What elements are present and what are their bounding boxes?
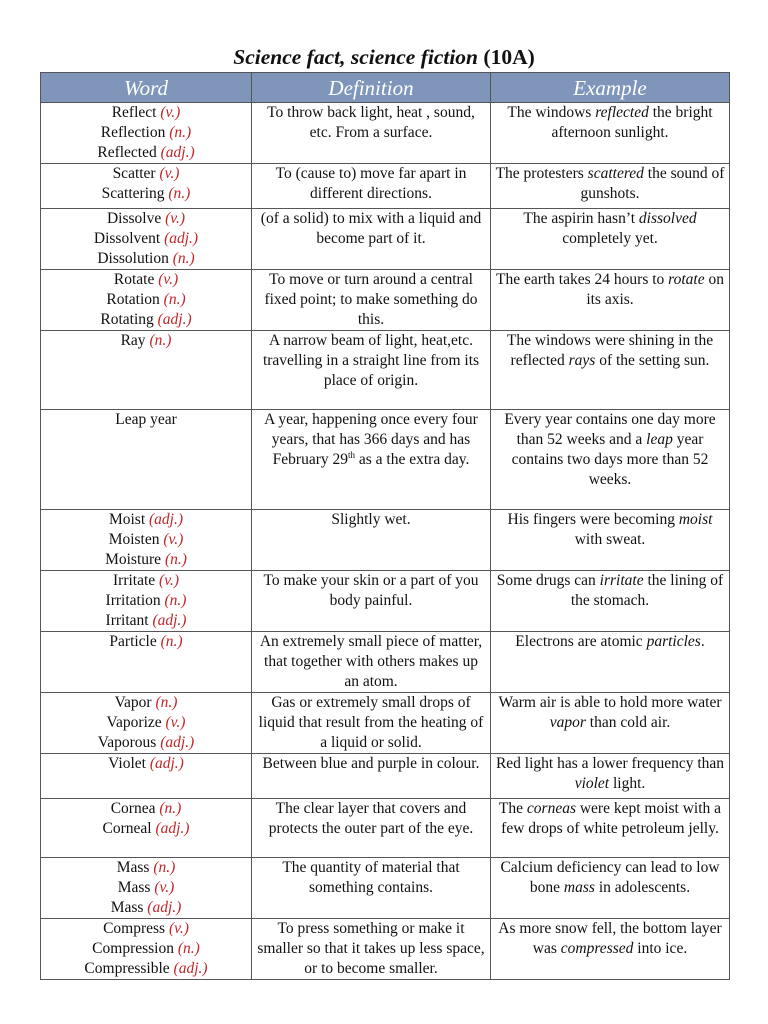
word-cell [41,857,252,918]
part-of-speech: (adj.) [149,754,184,772]
example-text: His fingers were becoming [507,511,679,528]
word-entry [44,310,248,330]
definition-text: To make your skin or a part of you body painful. [263,572,479,609]
word-entry [44,209,248,229]
example-text: The windows [507,104,596,121]
part-of-speech: (v.) [160,104,181,121]
table-row [41,410,730,510]
part-of-speech: (n.) [155,693,178,711]
word-cell [41,798,252,857]
word-entry [44,733,248,753]
definition-cell [252,270,491,331]
example-keyword: compressed [560,939,634,957]
word-cell [41,270,252,331]
word-entry [44,123,248,143]
word-text: Moisten [108,530,160,548]
example-cell [491,331,730,410]
example-keyword: particles [646,633,701,650]
example-cell [491,753,730,798]
word-text: Mass [117,878,151,896]
word-cell [41,571,252,632]
page-title [0,44,768,70]
example-cell [491,164,730,209]
part-of-speech: (v.) [165,210,186,227]
example-keyword: vapor [549,713,586,731]
part-of-speech: (n.) [164,591,187,609]
word-text: Vaporize [106,713,162,731]
word-cell [41,692,252,753]
part-of-speech: (v.) [159,572,179,589]
table-row [41,798,730,857]
example-keyword: dissolved [638,210,697,227]
definition-text: Slightly wet. [331,511,411,528]
definition-text: Between blue and purple in colour. [262,754,480,772]
word-text: Leap year [115,411,177,428]
part-of-speech: (v.) [168,919,189,937]
example-text: Electrons are atomic [515,633,647,650]
example-text: the lining of the stomach. [570,572,724,609]
word-entry [44,550,248,570]
word-text: Compressible [84,959,170,977]
example-keyword: moist [678,511,713,528]
table-row [41,571,730,632]
definition-text: The clear layer that covers and protects the outer part of the eye. [268,799,474,837]
word-cell [41,164,252,209]
part-of-speech: (v.) [163,530,184,548]
part-of-speech: (n.) [163,290,186,308]
definition-text: A year, happening once every four years, that has 366 days and has February 29 [264,411,478,468]
definition-cell [252,410,491,510]
definition-superscript: th [347,449,355,460]
word-entry [44,878,248,898]
example-cell [491,270,730,331]
word-cell [41,632,252,693]
example-cell [491,510,730,571]
example-text: were kept moist with a few drops of white petroleum jelly. [501,799,722,837]
example-keyword: mass [563,878,595,896]
part-of-speech: (n.) [149,332,172,349]
part-of-speech: (adj.) [149,511,184,528]
definition-text: (of a solid) to mix with a liquid and become part of it. [260,210,482,247]
word-text: Irritate [113,572,156,589]
word-text: Rotation [106,290,160,308]
word-text: Corneal [102,819,152,837]
part-of-speech: (adj.) [152,611,187,629]
example-cell [491,209,730,270]
example-text: in adolescents. [594,878,691,896]
table-row [41,103,730,164]
word-text: Dissolution [97,249,169,267]
word-text: Reflected [97,143,157,161]
word-entry [44,270,248,290]
definition-cell [252,632,491,693]
word-text: Irritation [105,591,161,609]
word-entry [44,819,248,839]
definition-text: To press something or make it smaller so that it takes up less space, or to become smaller. [257,919,485,977]
word-entry [44,919,248,939]
definition-cell [252,510,491,571]
example-keyword: violet [574,774,610,792]
part-of-speech: (n.) [164,550,187,568]
definition-text: A narrow beam of light, heat,etc. travelling in a straight line from its place of origin. [262,332,480,389]
word-text: Vapor [114,693,152,711]
example-cell [491,798,730,857]
header-example: Example [491,73,730,103]
word-text: Vaporous [97,733,157,751]
example-cell [491,410,730,510]
definition-cell [252,918,491,979]
table-body [41,103,730,980]
definition-text: To throw back light, heat , sound, etc. From a surface. [267,104,475,141]
definition-cell [252,331,491,410]
example-text: on its axis. [586,271,724,308]
definition-cell [252,798,491,857]
example-text: The protesters [495,165,588,182]
word-entry [44,571,248,591]
example-cell [491,918,730,979]
word-text: Rotate [113,271,155,288]
example-text: than cold air. [585,713,671,731]
definition-cell [252,692,491,753]
table-header-row [41,73,730,103]
word-entry [44,632,248,652]
word-cell [41,753,252,798]
word-cell [41,331,252,410]
part-of-speech: (n.) [160,633,183,650]
table-row [41,692,730,753]
definition-cell [252,103,491,164]
word-entry [44,959,248,979]
part-of-speech: (v.) [159,165,180,182]
word-entry [44,693,248,713]
part-of-speech: (n.) [169,123,192,141]
word-text: Dissolvent [93,229,161,247]
word-entry [44,754,248,774]
definition-cell [252,753,491,798]
example-text: Warm air is able to hold more water [498,693,722,711]
word-entry [44,410,248,430]
table-row [41,209,730,270]
title-code: (10A) [483,45,535,69]
word-text: Particle [109,633,157,650]
example-text: . [700,633,705,650]
definition-cell [252,164,491,209]
part-of-speech: (adj.) [164,229,199,247]
definition-text-end: as a the extra day. [355,450,470,468]
part-of-speech: (adj.) [147,898,182,916]
table-row [41,331,730,410]
word-text: Reflection [100,123,166,141]
word-entry [44,898,248,918]
word-text: Scatter [112,165,156,182]
part-of-speech: (n.) [159,799,182,817]
part-of-speech: (n.) [168,184,191,202]
word-entry [44,290,248,310]
example-text: light. [609,774,646,792]
word-entry [44,611,248,631]
example-keyword: scattered [587,165,644,182]
definition-cell [252,857,491,918]
word-cell [41,410,252,510]
example-text: into ice. [633,939,688,957]
example-keyword: leap [646,430,673,448]
definition-cell [252,209,491,270]
word-text: Compression [92,939,174,957]
word-text: Moisture [105,550,162,568]
word-text: Ray [120,332,146,349]
example-text: of the setting sun. [595,351,710,369]
word-entry [44,249,248,269]
example-keyword: rotate [668,271,705,288]
part-of-speech: (v.) [158,271,179,288]
word-entry [44,103,248,123]
example-keyword: rays [568,351,596,369]
table-row [41,857,730,918]
example-text: with sweat. [574,530,646,548]
word-text: Irritant [105,611,149,629]
part-of-speech: (n.) [172,249,195,267]
definition-text: Gas or extremely small drops of liquid that result from the heating of a liquid or solid. [258,693,484,751]
header-definition: Definition [252,73,491,103]
example-text: Some drugs can [496,572,600,589]
part-of-speech: (n.) [153,858,176,876]
table-row [41,164,730,209]
example-text: the sound of gunshots. [580,165,725,202]
definition-text: To move or turn around a central fixed point; to make something do this. [264,271,478,328]
example-text: The windows were shining in the reflected [506,332,714,369]
word-cell [41,918,252,979]
example-text: The earth takes 24 hours to [495,271,669,288]
part-of-speech: (v.) [165,713,186,731]
word-cell [41,510,252,571]
example-text: Calcium deficiency can lead to low bone [500,858,720,896]
table-row [41,918,730,979]
word-cell [41,103,252,164]
table-row [41,270,730,331]
word-text: Mass [116,858,150,876]
word-entry [44,713,248,733]
example-text: The aspirin hasn’t [523,210,639,227]
definition-cell [252,571,491,632]
table-row [41,510,730,571]
part-of-speech: (n.) [177,939,200,957]
example-cell [491,857,730,918]
example-cell [491,632,730,693]
example-text: As more snow fell, the bottom layer was [498,919,722,957]
word-entry [44,591,248,611]
word-text: Scattering [101,184,165,202]
part-of-speech: (adj.) [157,310,192,328]
example-text: The [498,799,527,817]
definition-text: To (cause to) move far apart in different directions. [275,165,467,202]
word-text: Cornea [110,799,156,817]
word-entry [44,530,248,550]
definition-text: The quantity of material that something contains. [282,858,460,896]
example-text: Red light has a lower frequency than [495,754,725,772]
word-entry [44,939,248,959]
word-text: Rotating [100,310,154,328]
word-entry [44,510,248,530]
word-entry [44,164,248,184]
word-entry [44,331,248,351]
part-of-speech: (adj.) [160,143,195,161]
example-text: year contains two days more than 52 weeks. [511,430,709,488]
header-word: Word [41,73,252,103]
example-cell [491,571,730,632]
word-entry [44,184,248,204]
word-entry [44,143,248,163]
part-of-speech: (v.) [154,878,175,896]
word-text: Mass [110,898,144,916]
word-text: Compress [103,919,166,937]
table-row [41,632,730,693]
table-row [41,753,730,798]
word-text: Dissolve [106,210,162,227]
vocabulary-table [40,72,730,980]
definition-text: An extremely small piece of matter, that together with others makes up an atom. [259,633,483,690]
word-text: Violet [108,754,146,772]
word-entry [44,799,248,819]
word-entry [44,229,248,249]
word-text: Moist [108,511,146,528]
word-cell [41,209,252,270]
part-of-speech: (adj.) [160,733,195,751]
example-keyword: reflected [595,104,649,121]
example-text: the bright afternoon sunlight. [551,104,713,141]
part-of-speech: (adj.) [173,959,208,977]
example-text: Every year contains one day more than 52 weeks and a [504,411,716,448]
example-text: completely yet. [562,229,658,247]
title-text: Science fact, science fiction [233,45,479,69]
word-entry [44,858,248,878]
example-cell [491,692,730,753]
example-keyword: corneas [526,799,576,817]
word-text: Reflect [111,104,157,121]
example-keyword: irritate [599,572,644,589]
example-cell [491,103,730,164]
part-of-speech: (adj.) [155,819,190,837]
